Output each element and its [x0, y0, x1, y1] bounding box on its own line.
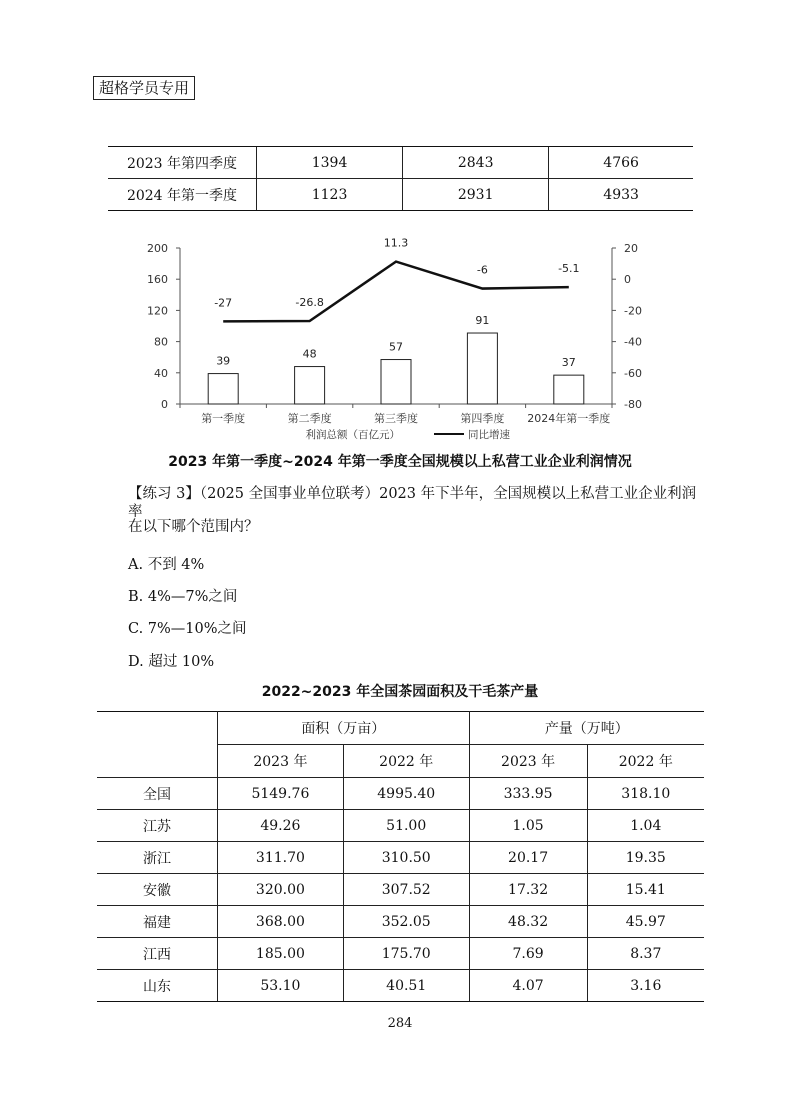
- page-number: 284: [387, 1016, 413, 1031]
- table-cell: 2931: [403, 179, 549, 211]
- region-cell: 江西: [97, 938, 218, 970]
- region-cell: 浙江: [97, 842, 218, 874]
- student-badge: 超格学员专用: [93, 76, 195, 100]
- option-a[interactable]: A. 不到 4%: [128, 557, 205, 573]
- category-label: 第三季度: [374, 412, 418, 425]
- table-cell: 1.05: [469, 810, 587, 842]
- table-cell: 3.16: [587, 970, 704, 1002]
- category-label: 第一季度: [201, 412, 246, 425]
- bar: [467, 333, 497, 404]
- bar-value-label: 39: [216, 354, 231, 368]
- table-row: [97, 810, 704, 842]
- line-value-label: -27: [214, 296, 233, 310]
- legend-bar-label: 利润总额（百亿元）: [305, 429, 400, 441]
- table-cell: 48.32: [469, 906, 587, 938]
- left-tick-label: 200: [147, 242, 168, 255]
- header-row: [97, 712, 704, 745]
- table-cell: 53.10: [218, 970, 344, 1002]
- corner-cell: [97, 712, 218, 778]
- bar: [381, 360, 411, 404]
- table-cell: 1394: [257, 147, 403, 179]
- table-cell: 2843: [403, 147, 549, 179]
- table-cell: 40.51: [343, 970, 469, 1002]
- table-cell: 17.32: [469, 874, 587, 906]
- table-cell: 4933: [549, 179, 693, 211]
- question-line-2: 在以下哪个范围内？: [128, 519, 259, 535]
- table-row: [97, 778, 704, 810]
- left-tick-label: 80: [154, 335, 168, 349]
- table-cell: 311.70: [218, 842, 344, 874]
- table-cell: 352.05: [343, 906, 469, 938]
- bar: [295, 367, 325, 404]
- area-header: 面积（万亩）: [218, 712, 470, 745]
- right-tick-label: -20: [624, 304, 642, 318]
- left-tick-label: 120: [147, 304, 168, 318]
- table-cell: 19.35: [587, 842, 704, 874]
- region-cell: 江苏: [97, 810, 218, 842]
- table-cell: 333.95: [469, 778, 587, 810]
- region-cell: 安徽: [97, 874, 218, 906]
- bar-value-label: 48: [302, 347, 317, 361]
- left-tick-label: 160: [147, 273, 168, 287]
- table-cell: 4.07: [469, 970, 587, 1002]
- subheader-cell: 2023 年: [469, 745, 587, 778]
- top-data-table: [108, 146, 693, 211]
- legend-line-label: 同比增速: [468, 429, 510, 441]
- region-cell: 山东: [97, 970, 218, 1002]
- table-cell: 1123: [257, 179, 403, 211]
- table-cell: 4995.40: [343, 778, 469, 810]
- profit-chart: [130, 232, 670, 450]
- option-d[interactable]: D. 超过 10%: [128, 654, 215, 670]
- bar-value-label: 91: [475, 314, 490, 328]
- category-label: 第四季度: [460, 412, 505, 425]
- region-cell: 全国: [97, 778, 218, 810]
- subheader-cell: 2022 年: [587, 745, 704, 778]
- left-tick-label: 40: [154, 366, 168, 380]
- tea-table-title: 2022~2023 年全国茶园面积及干毛茶产量: [261, 684, 539, 700]
- question-text: （2025 全国事业单位联考）2023 年下半年，全国规模以上私营工业企业利润率: [128, 486, 697, 520]
- line-value-label: -6: [476, 263, 488, 277]
- bar-value-label: 57: [389, 340, 403, 354]
- category-label: 第二季度: [287, 412, 332, 425]
- option-b[interactable]: B. 4%—7%之间: [128, 589, 238, 605]
- table-cell: 15.41: [587, 874, 704, 906]
- table-row: [108, 179, 693, 211]
- region-cell: 福建: [97, 906, 218, 938]
- table-cell: 318.10: [587, 778, 704, 810]
- table-cell: 307.52: [343, 874, 469, 906]
- table-cell: 368.00: [218, 906, 344, 938]
- line-value-label: -5.1: [558, 262, 580, 276]
- output-header: 产量（万吨）: [469, 712, 704, 745]
- left-tick-label: 0: [161, 398, 168, 411]
- chart-title: 2023 年第一季度~2024 年第一季度全国规模以上私营工业企业利润情况: [168, 454, 632, 470]
- line-value-label: -26.8: [295, 296, 324, 310]
- growth-line: [223, 262, 569, 322]
- table-cell: 51.00: [343, 810, 469, 842]
- table-row: [97, 970, 704, 1002]
- table-cell: 1.04: [587, 810, 704, 842]
- table-cell: 7.69: [469, 938, 587, 970]
- category-label: 2024年第一季度: [527, 412, 611, 425]
- row-label: 2024 年第一季度: [108, 179, 257, 211]
- table-cell: 320.00: [218, 874, 344, 906]
- right-tick-label: -40: [624, 335, 642, 349]
- table-cell: 310.50: [343, 842, 469, 874]
- subheader-cell: 2023 年: [218, 745, 344, 778]
- table-row: [97, 938, 704, 970]
- table-cell: 8.37: [587, 938, 704, 970]
- option-c[interactable]: C. 7%—10%之间: [128, 621, 247, 637]
- table-row: [108, 147, 693, 179]
- table-cell: 4766: [549, 147, 693, 179]
- table-cell: 20.17: [469, 842, 587, 874]
- table-cell: 175.70: [343, 938, 469, 970]
- line-value-label: 11.3: [383, 236, 409, 250]
- table-row: [97, 842, 704, 874]
- subheader-cell: 2022 年: [343, 745, 469, 778]
- right-tick-label: 0: [624, 273, 631, 287]
- right-tick-label: -80: [624, 398, 642, 411]
- bar: [208, 374, 238, 404]
- table-row: [97, 874, 704, 906]
- right-tick-label: 20: [624, 242, 638, 255]
- table-cell: 49.26: [218, 810, 344, 842]
- tea-table: [97, 711, 704, 1002]
- table-cell: 5149.76: [218, 778, 344, 810]
- question-label: 【练习 3】: [128, 486, 200, 502]
- row-label: 2023 年第四季度: [108, 147, 257, 179]
- table-cell: 45.97: [587, 906, 704, 938]
- table-cell: 185.00: [218, 938, 344, 970]
- bar: [554, 375, 584, 404]
- question-line-1: [128, 485, 708, 521]
- right-tick-label: -60: [624, 366, 642, 380]
- table-row: [97, 906, 704, 938]
- bar-value-label: 37: [561, 356, 576, 370]
